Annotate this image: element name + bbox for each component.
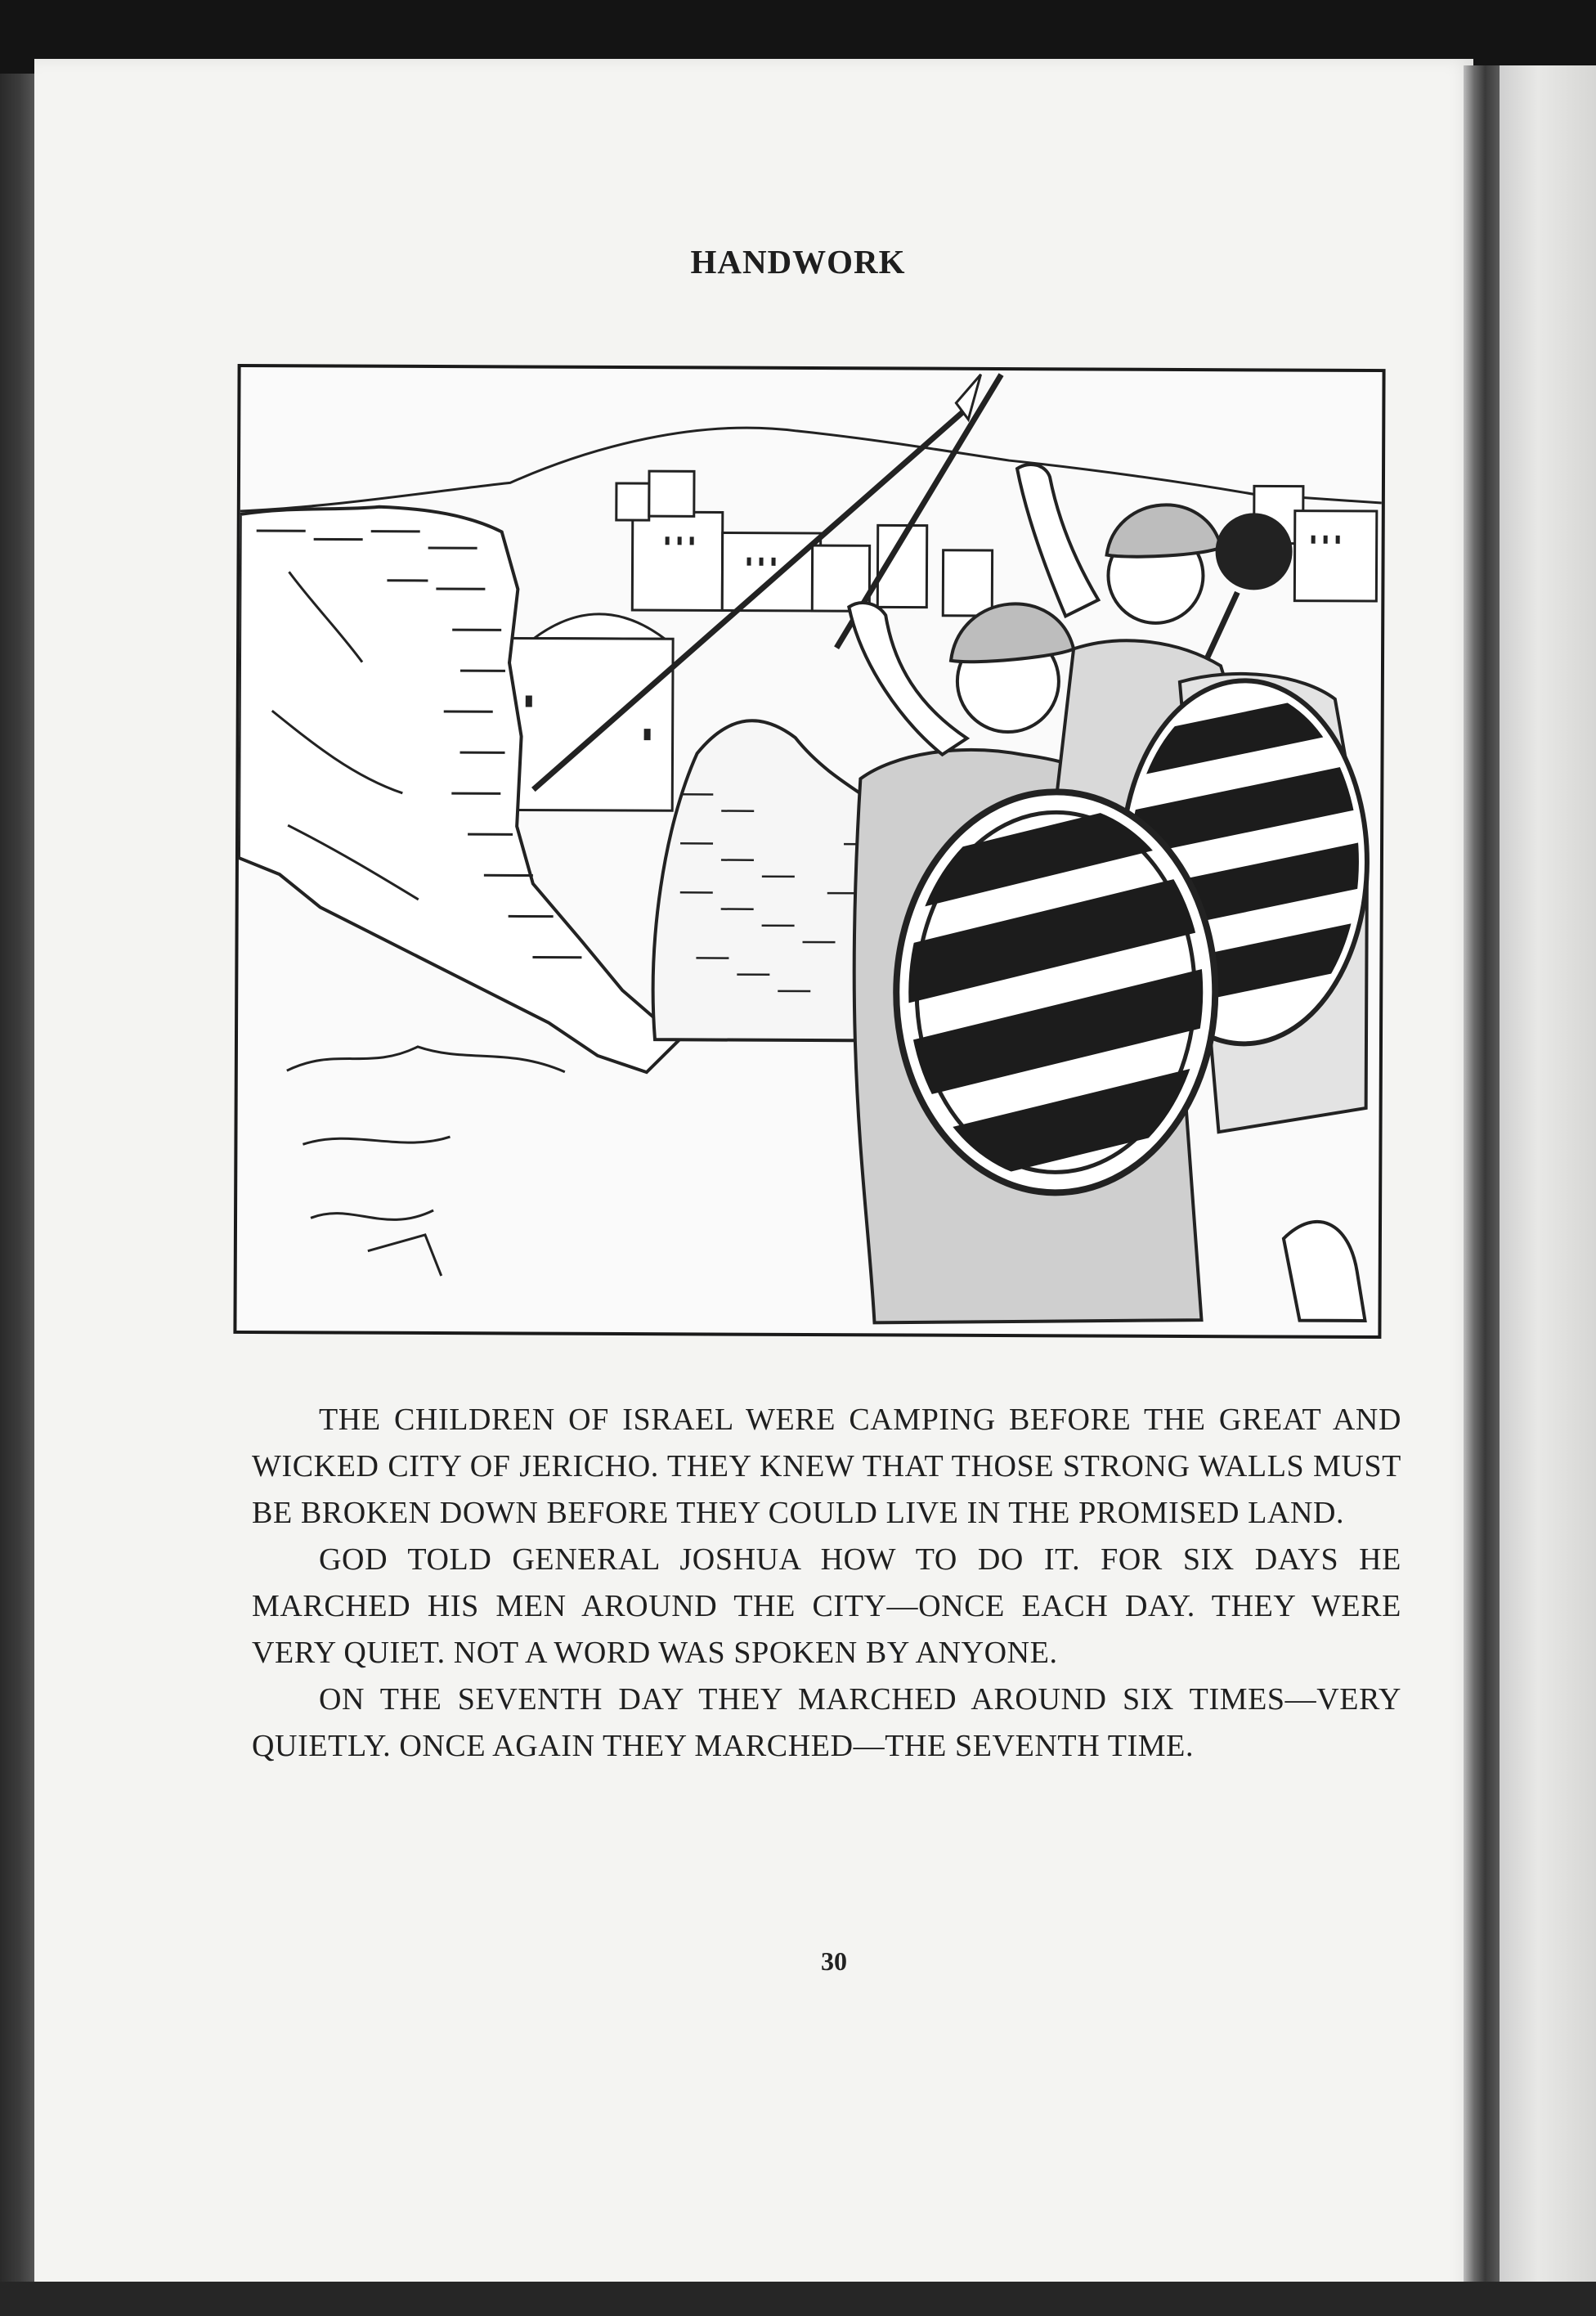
next-page-edge: [1500, 65, 1596, 2316]
page-number: 30: [821, 1946, 847, 1976]
illustration-frame: [233, 364, 1385, 1339]
book-gutter: [1464, 65, 1500, 2314]
paragraph-3: ON THE SEVENTH DAY THEY MARCHED AROUND SIX TIMES—VERY QUIETLY. ONCE AGAIN THEY MARCHED—THE SEVENTH TIME.: [252, 1682, 1401, 1763]
running-head: HANDWORK: [690, 243, 906, 281]
jericho-soldiers-illustration: [236, 367, 1382, 1335]
body-text: [252, 1397, 1401, 1770]
book-bottom-edge: [0, 2282, 1596, 2316]
paragraph-2: GOD TOLD GENERAL JOSHUA HOW TO DO IT. FOR SIX DAYS HE MARCHED HIS MEN AROUND THE CITY—ONCE EACH DAY. THEY WERE VERY QUIET. NOT A WORD WAS SPOKEN BY ANYONE.: [252, 1542, 1401, 1670]
paragraph-1: THE CHILDREN OF ISRAEL WERE CAMPING BEFORE THE GREAT AND WICKED CITY OF JERICHO. THEY KNEW THAT THOSE STRONG WALLS MUST BE BROKEN DOWN BEFORE THEY COULD LIVE IN THE PROMISED LAND.: [252, 1403, 1401, 1530]
